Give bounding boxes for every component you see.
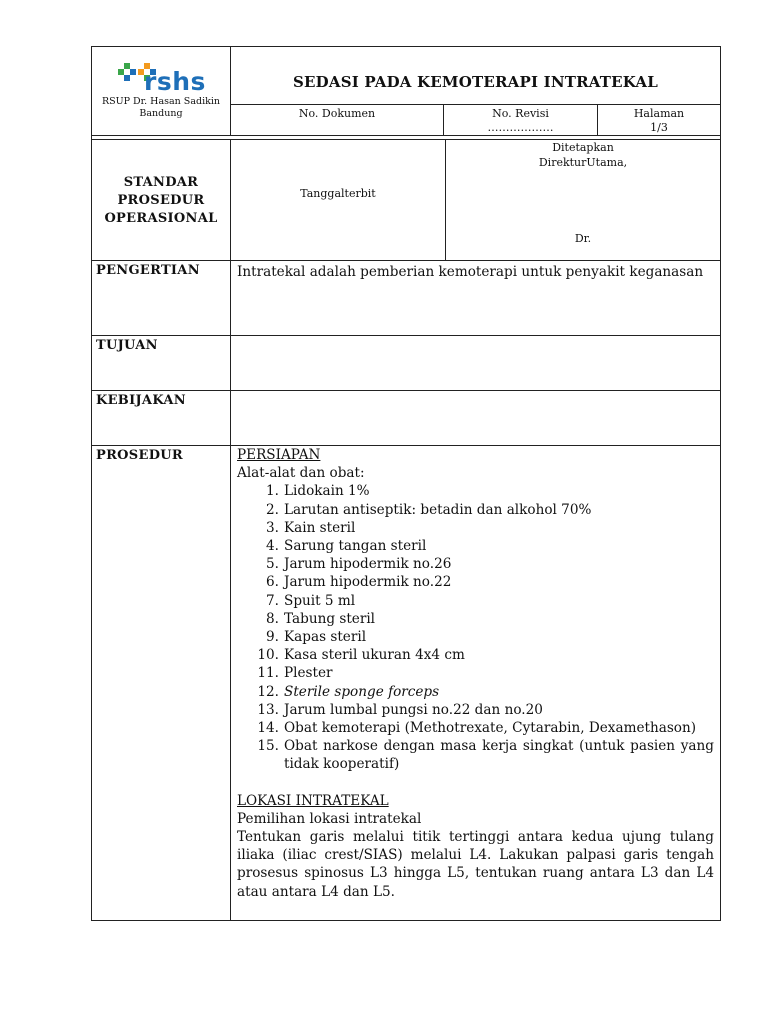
list-item [237, 482, 714, 500]
list-item-number: 14. [257, 720, 279, 737]
list-item-number: 13. [257, 701, 279, 718]
list-item-text: Obat kemoterapi (Methotrexate, Cytarabin, Dexamethason) [284, 720, 697, 737]
list-item [237, 501, 714, 519]
list-item [237, 719, 714, 737]
list-item-text: Kapas steril [284, 629, 367, 646]
sop-type [92, 174, 230, 228]
lokasi-heading: LOKASI INTRATEKAL [237, 792, 389, 809]
list-item-text: Spuit 5 ml [284, 592, 356, 609]
list-item-number: 3. [266, 519, 279, 536]
sop-type-line2: PROSEDUR [117, 193, 205, 208]
list-item [237, 610, 714, 628]
list-item-text: Larutan antiseptik: betadin dan alkohol 70% [284, 501, 592, 518]
list-item-text: Tabung steril [284, 610, 376, 627]
list-item [237, 683, 714, 701]
document-title: SEDASI PADA KEMOTERAPI INTRATEKAL [292, 73, 659, 91]
list-item-number: 15. [257, 738, 279, 755]
alat-intro: Alat-alat dan obat: [237, 465, 365, 482]
issue-date-label: Tanggalterbit [300, 187, 376, 200]
sop-type-line3: OPERASIONAL [104, 211, 218, 226]
list-item-text: Jarum hipodermik no.22 [284, 574, 452, 591]
prosedur-content [237, 446, 714, 901]
section-label-prosedur: PROSEDUR [96, 448, 184, 463]
revision-label: No. Revisi [492, 107, 549, 120]
list-item-text: Jarum hipodermik no.26 [284, 556, 452, 573]
list-item [237, 573, 714, 591]
list-item [237, 537, 714, 555]
list-item-number: 11. [257, 665, 279, 682]
sop-type-line1: STANDAR [123, 175, 199, 190]
list-item-text: Sarung tangan steril [284, 538, 427, 555]
list-item-number: 2. [266, 501, 279, 518]
list-item-text: Kain steril [284, 519, 356, 536]
logo-text: rshs [144, 67, 206, 96]
list-item-text: Plester [284, 665, 333, 682]
list-item-text: Obat narkose dengan masa kerja singkat (untuk pasien yang tidak kooperatif) [284, 738, 714, 773]
equipment-list [237, 482, 714, 773]
list-item-text: Lidokain 1% [284, 483, 370, 500]
list-item-number: 7. [266, 592, 279, 609]
hospital-city: Bandung [139, 108, 183, 119]
list-item [237, 628, 714, 646]
page-label: Halaman [633, 107, 685, 120]
hospital-name: RSUP Dr. Hasan Sadikin [101, 96, 221, 107]
list-item-number: 5. [266, 556, 279, 573]
list-item-number: 6. [266, 574, 279, 591]
section-label-tujuan: TUJUAN [96, 338, 158, 353]
list-item-number: 10. [257, 647, 279, 664]
section-label-kebijakan: KEBIJAKAN [96, 393, 186, 408]
list-item [237, 664, 714, 682]
persiapan-heading: PERSIAPAN [237, 447, 321, 463]
pengertian-text: Intratekal adalah pemberian kemoterapi untuk penyakit keganasan [237, 264, 704, 280]
list-item-number: 12. [257, 683, 279, 700]
hospital-logo [92, 47, 230, 135]
list-item [237, 701, 714, 719]
section-label-pengertian: PENGERTIAN [96, 263, 200, 278]
lokasi-subheading: Pemilihan lokasi intratekal [237, 810, 422, 827]
list-item-number: 8. [266, 610, 279, 627]
page-number: 1/3 [650, 121, 668, 134]
list-item-number: 9. [266, 629, 279, 646]
list-item [237, 737, 714, 773]
list-item [237, 646, 714, 664]
approver-name: Dr. [574, 232, 592, 245]
list-item-text: Kasa steril ukuran 4x4 cm [284, 647, 465, 664]
lokasi-text: Tentukan garis melalui titik tertinggi antara kedua ujung tulang iliaka (iliac crest/SIAS) melalui L4. Lakukan palpasi garis tengah prosesus spinosus L3 hingga L5, tentukan ruang antara L3 dan L4 atau antara L4 dan L5. [237, 829, 714, 900]
list-item-text: Jarum lumbal pungsi no.22 dan no.20 [284, 701, 543, 718]
approved-label: Ditetapkan [552, 141, 614, 154]
list-item-number: 4. [266, 538, 279, 555]
list-item [237, 592, 714, 610]
list-item-number: 1. [266, 483, 279, 500]
revision-value: ……………… [487, 121, 554, 134]
doc-number-label: No. Dokumen [298, 107, 376, 120]
list-item-text: Sterile sponge forceps [284, 683, 440, 700]
approver-title: DirekturUtama, [538, 156, 628, 169]
list-item [237, 519, 714, 537]
list-item [237, 555, 714, 573]
